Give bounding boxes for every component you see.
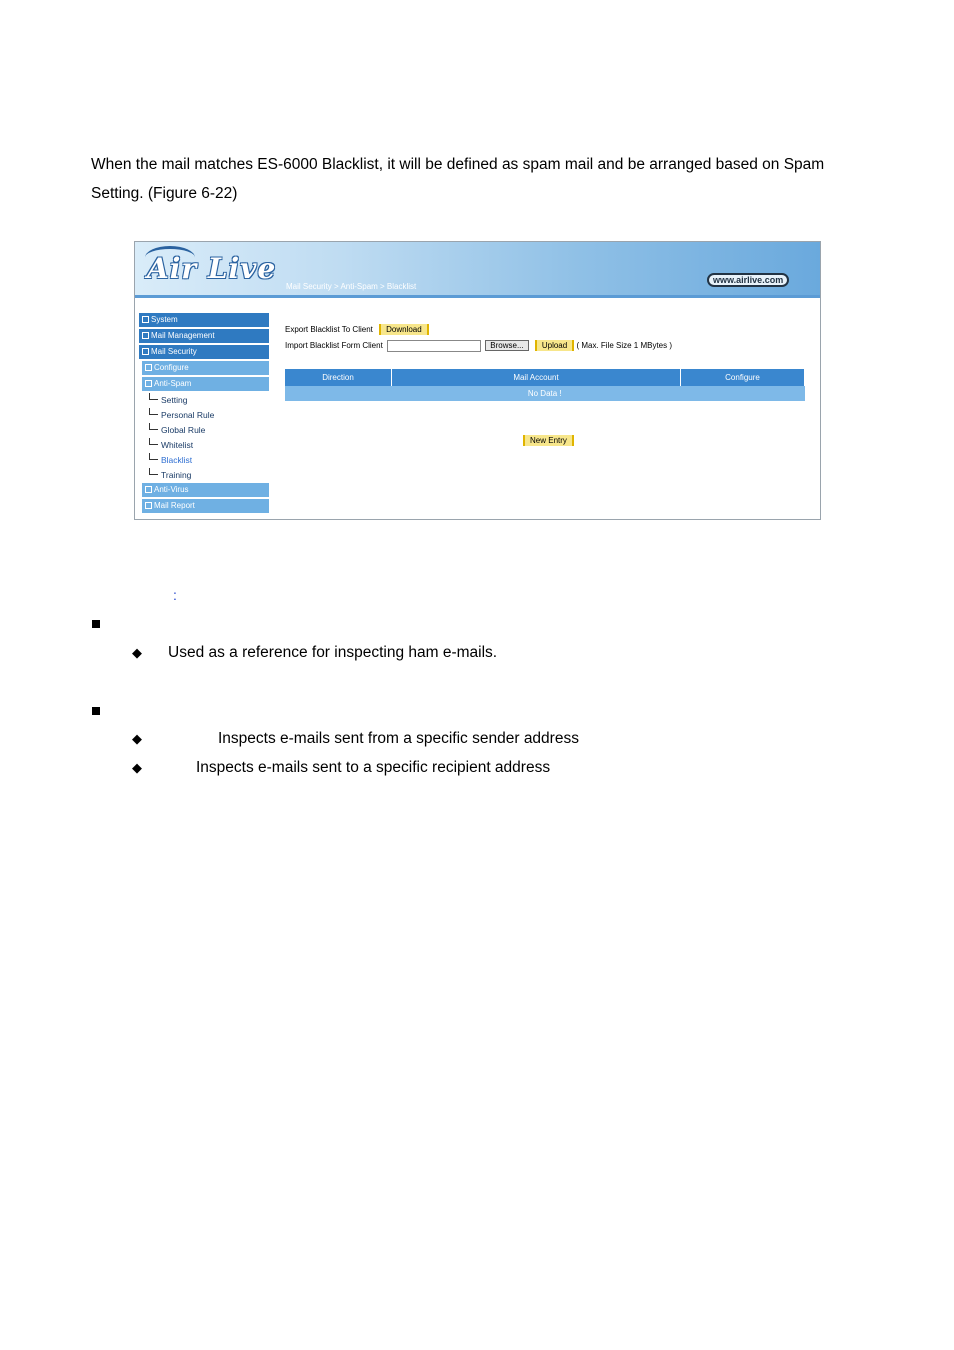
new-entry-button[interactable]: New Entry [523,435,574,446]
tree-branch-icon [149,468,158,475]
diamond-bullet-icon: ◆ [132,760,142,775]
expand-icon [142,316,149,323]
breadcrumb: Mail Security > Anti-Spam > Blacklist [286,282,417,291]
tree-branch-icon [149,423,158,430]
square-bullet-icon [92,620,100,628]
tree-item-label: Global Rule [161,425,206,435]
import-label: Import Blacklist Form Client [285,341,383,350]
export-label: Export Blacklist To Client [285,325,373,334]
import-row [285,338,820,354]
expand-icon [145,502,152,509]
sidebar-item-label: System [151,315,178,324]
tree-item-global-rule[interactable] [149,423,269,438]
export-row [285,322,820,338]
tree-item-whitelist[interactable] [149,438,269,453]
tree-item-label: Training [161,470,192,480]
sidebar [139,313,269,515]
tree-item-setting[interactable] [149,393,269,408]
sidebar-item-label: Mail Management [151,331,215,340]
sidebar-item-label: Anti-Virus [154,485,189,494]
anti-spam-tree [149,393,269,483]
tree-branch-icon [149,453,158,460]
sidebar-item-mail-management[interactable] [139,329,269,343]
square-bullet-icon [92,707,100,715]
sidebar-item-label: Configure [154,363,189,372]
diamond-bullet-icon: ◆ [132,645,142,660]
header-divider [135,295,820,298]
sidebar-item-anti-virus[interactable] [142,483,269,497]
expand-icon [145,364,152,371]
tree-branch-icon [149,408,158,415]
blacklist-table [285,369,805,401]
column-header-direction: Direction [285,369,392,386]
tree-item-personal-rule[interactable] [149,408,269,423]
sidebar-item-mail-security[interactable] [139,345,269,359]
tree-branch-icon [149,438,158,445]
browse-button[interactable]: Browse... [485,340,528,351]
sidebar-item-configure[interactable] [142,361,269,375]
sidebar-item-anti-spam[interactable] [142,377,269,391]
tree-item-label: Personal Rule [161,410,215,420]
sidebar-item-label: Mail Security [151,347,197,356]
upload-button[interactable]: Upload [535,340,574,351]
sidebar-item-mail-report[interactable] [142,499,269,513]
diamond-bullet-icon: ◆ [132,731,142,746]
tree-branch-icon [149,393,158,400]
sidebar-item-label: Mail Report [154,501,195,510]
collapse-icon [142,348,149,355]
caption-colon: : [173,587,177,603]
tree-item-training[interactable] [149,468,269,483]
tree-item-label: Blacklist [161,455,193,465]
expand-icon [145,486,152,493]
note-item-1-sub: Used as a reference for inspecting ham e-mails. [168,644,498,661]
intro-paragraph [91,150,871,208]
empty-table-message: No Data ! [285,386,805,401]
expand-icon [142,332,149,339]
column-header-configure: Configure [681,369,805,386]
download-button[interactable]: Download [379,324,429,335]
tree-item-label: Whitelist [161,440,194,450]
intro-line-1: When the mail matches ES-6000 Blacklist, it will be defined as spam mail and be arranged based on Spam [91,156,825,173]
note-item-2-sub-1: Inspects e-mails sent from a specific sender address [218,730,579,747]
intro-line-2: Setting. (Figure 6-22) [91,185,238,202]
max-file-size-note: ( Max. File Size 1 MBytes ) [576,341,673,350]
main-content [285,322,820,354]
website-link[interactable]: www.airlive.com [707,273,789,287]
collapse-icon [145,380,152,387]
header-banner [135,242,820,295]
blacklist-screenshot-figure [134,241,821,520]
sidebar-item-label: Anti-Spam [154,379,192,388]
table-header-row [285,369,805,386]
column-header-mail-account: Mail Account [392,369,681,386]
tree-item-blacklist[interactable] [149,453,269,468]
import-file-input[interactable] [387,340,481,352]
new-entry-wrapper [519,430,574,448]
tree-item-label: Setting [161,395,188,405]
airlive-logo: Air Live [147,252,277,285]
sidebar-item-system[interactable] [139,313,269,327]
table-row [285,386,805,401]
note-item-2-sub-2: Inspects e-mails sent to a specific recipient address [196,759,551,776]
